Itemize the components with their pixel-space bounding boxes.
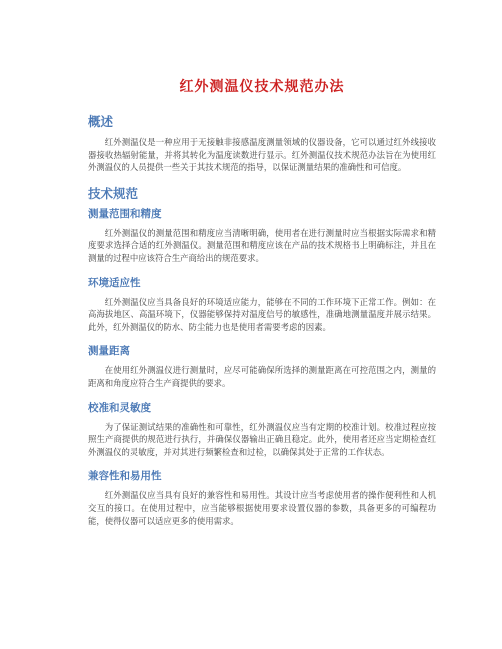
subsection-heading-range-accuracy: 测量范围和精度 (88, 207, 162, 220)
environment-paragraph: 红外测温仪应当具备良好的环境适应能力，能够在不同的工作环境下正常工作。例如：在高海拔地区、高温环境下，仪器能够保持对温度信号的敏感性，准确地测量温度并展示结果。此外，红外测温仪的防水、防尘能力也是使用者需要考虑的因素。 (88, 296, 436, 332)
compatibility-paragraph: 红外测温仪应当具有良好的兼容性和易用性。其设计应当考虑使用者的操作便利性和人机交互的接口。在使用过程中，应当能够根据使用要求设置仪器的参数，具备更多的可编程功能，使得仪器可以适应更多的使用需求。 (88, 490, 436, 526)
subsection-heading-compatibility: 兼容性和易用性 (88, 470, 162, 483)
document-title: 红外测温仪技术规范办法 (179, 79, 345, 95)
overview-paragraph: 红外测温仪是一种应用于无接触非接感温度测量领域的仪器设备，它可以通过红外线接收器接收热辐射能量，并将其转化为温度读数进行显示。红外测温仪技术规范办法旨在为使用红外测温仪的人员提供一些关于其技术规范的指导，以保证测量结果的准确性和可信度。 (88, 137, 436, 173)
subsection-heading-calibration: 校准和灵敏度 (88, 401, 151, 414)
subsection-heading-environment: 环境适应性 (88, 276, 141, 289)
range-accuracy-paragraph: 红外测温仪的测量范围和精度应当清晰明确，使用者在进行测量时应当根据实际需求和精度要求选择合适的红外测温仪。测量范围和精度应该在产品的技术规格书上明确标注，并且在测量的过程中应该符合生产商给出的规范要求。 (88, 227, 436, 263)
section-heading-overview: 概述 (88, 114, 114, 129)
distance-paragraph: 在使用红外测温仪进行测量时，应尽可能确保所选择的测量距离在可控范围之内，测量的距离和角度应符合生产商提供的要求。 (88, 365, 436, 388)
section-heading-tech-spec: 技术规范 (88, 185, 139, 201)
calibration-paragraph: 为了保证测试结果的准确性和可靠性，红外测温仪应当有定期的校准计划。校准过程应按照生产商提供的规范进行执行，并确保仪器输出正确且稳定。此外，使用者还应当定期检查红外测温仪的灵敏度，并对其进行频繁检查和过检，以确保其处于正常的工作状态。 (88, 421, 436, 457)
subsection-heading-distance: 测量距离 (88, 345, 130, 358)
